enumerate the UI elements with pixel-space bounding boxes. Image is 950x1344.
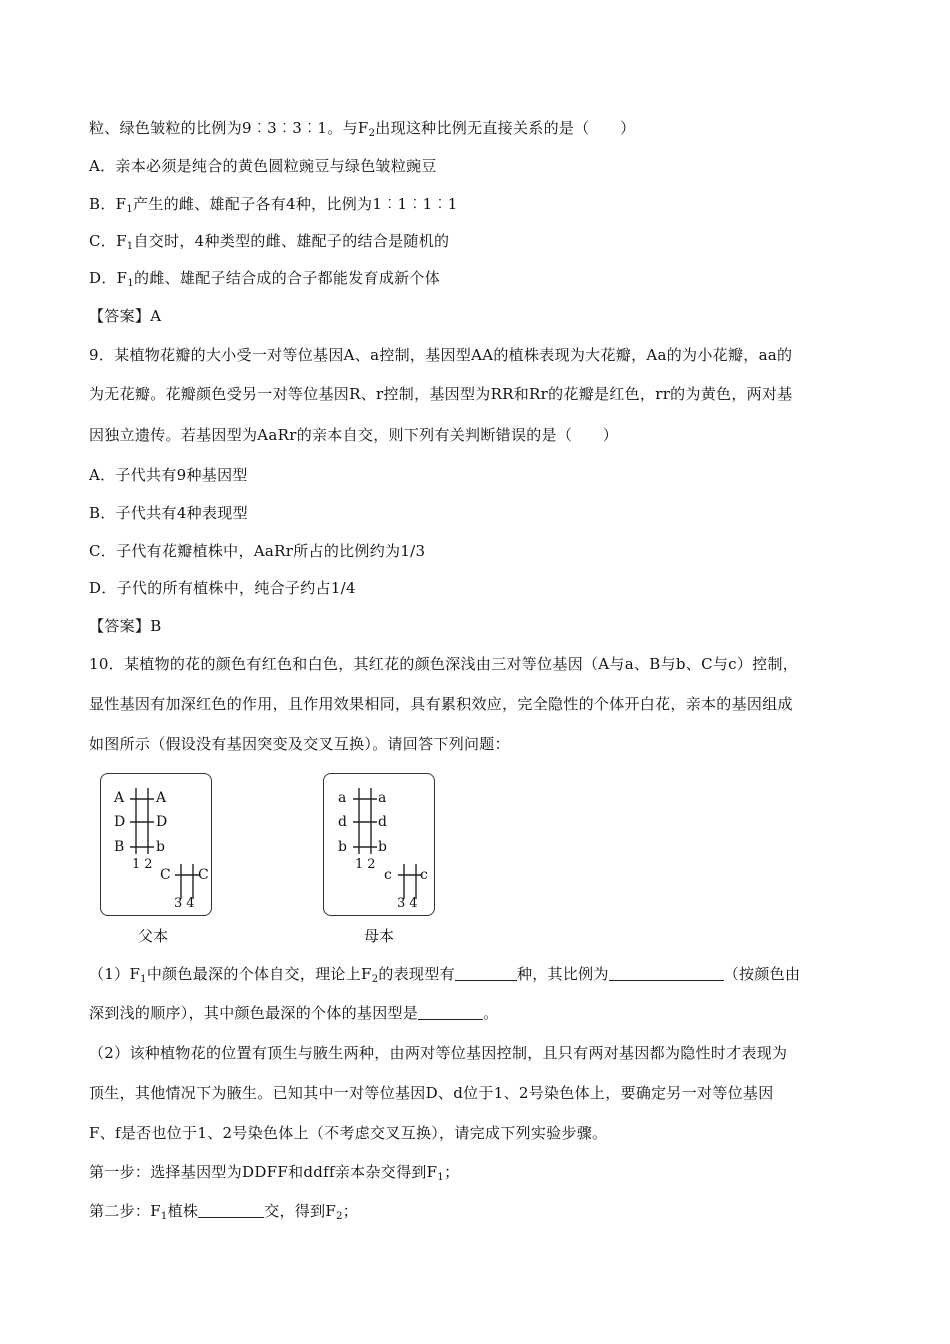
q9-stem-line1: 9．某植物花瓣的大小受一对等位基因A、a控制，基因型AA的植株表现为大花瓣，Aa的为小花瓣，aa的	[89, 346, 793, 364]
q8-intro: 粒、绿色皱粒的比例为9︰3︰3︰1。与$F_2$出现这种比例无直接关系的是（ ）	[89, 119, 636, 139]
mother-gene-2-mid: d	[378, 814, 387, 830]
q9-stem-line3: 因独立遗传。若基因型为AaRr的亲本自交，则下列有关判断错误的是（ ）	[89, 426, 619, 444]
mother-gene-4: c	[420, 867, 428, 883]
mother-chromosome-numbers-12: 12	[355, 857, 380, 872]
q8-answer: 【答案】A	[89, 307, 162, 325]
father-gene-3: C	[160, 867, 171, 883]
mother-gene-2-top: a	[378, 790, 387, 806]
mother-chromosome-numbers-34: 34	[397, 896, 422, 911]
q10-stem-line3: 如图所示（假设没有基因突变及交叉互换）。请回答下列问题：	[89, 735, 510, 753]
q10-step2: 第二步：$F_1$植株 交，得到$F_2$；	[89, 1202, 359, 1222]
blank-phenotype-count[interactable]	[455, 966, 517, 981]
q8-option-a: A．亲本必须是纯合的黄色圆粒豌豆与绿色皱粒豌豆	[89, 157, 437, 175]
mother-gene-3: c	[384, 867, 392, 883]
father-chromosome-numbers-12: 12	[132, 857, 157, 872]
mother-gene-2-bot: b	[378, 839, 387, 855]
father-gene-2-top: A	[156, 790, 167, 806]
q10-part2-line3: F、f是否也位于1、2号染色体上（不考虑交叉互换），请完成下列实验步骤。	[89, 1124, 608, 1142]
q9-option-c: C．子代有花瓣植株中，AaRr所占的比例约为1/3	[89, 542, 426, 560]
mother-label: 母本	[364, 927, 395, 945]
q10-part2-line1: （2）该种植物花的位置有顶生与腋生两种，由两对等位基因控制，且只有两对基因都为隐性时才表现为	[89, 1044, 788, 1062]
father-gene-2-mid: D	[156, 814, 168, 830]
blank-phenotype-ratio[interactable]	[609, 966, 724, 981]
father-gene-4: C	[198, 867, 209, 883]
q10-step1: 第一步：选择基因型为DDFF和ddff亲本杂交得到$F_1$；	[89, 1163, 460, 1183]
father-gene-1-mid: D	[114, 814, 126, 830]
q10-stem-line2: 显性基因有加深红色的作用，且作用效果相同，具有累积效应，完全隐性的个体开白花，亲本的基因组成	[89, 695, 793, 713]
q10-part2-line2: 顶生，其他情况下为腋生。已知其中一对等位基因D、d位于1、2号染色体上，要确定另一对等位基因	[89, 1084, 774, 1102]
q8-option-d: D．$F_1$的雌、雄配子结合成的合子都能发育成新个体	[89, 269, 441, 289]
father-chromosome-diagram	[100, 773, 212, 916]
blank-deepest-genotype[interactable]	[418, 1005, 483, 1020]
q9-option-a: A．子代共有9种基因型	[89, 466, 248, 484]
blank-cross-type[interactable]	[198, 1203, 264, 1218]
mother-gene-1-top: a	[338, 790, 347, 806]
mother-gene-1-bot: b	[338, 839, 347, 855]
q10-part1-line2: 深到浅的顺序），其中颜色最深的个体的基因型是 。	[89, 1004, 499, 1022]
q9-answer: 【答案】B	[89, 617, 162, 635]
father-gene-1-bot: B	[114, 839, 125, 855]
mother-chromosome-diagram	[323, 773, 435, 916]
father-gene-1-top: A	[114, 790, 125, 806]
father-gene-2-bot: b	[156, 839, 165, 855]
mother-gene-1-mid: d	[338, 814, 347, 830]
q9-option-d: D．子代的所有植株中，纯合子约占1/4	[89, 579, 356, 597]
q8-option-c: C．$F_1$自交时，4种类型的雌、雄配子的结合是随机的	[89, 232, 450, 252]
q10-stem-line1: 10．某植物的花的颜色有红色和白色，其红花的颜色深浅由三对等位基因（A与a、B与b、C与c）控制，	[89, 655, 799, 673]
q8-option-b: B．$F_1$产生的雌、雄配子各有4种，比例为1︰1︰1︰1	[89, 195, 458, 215]
father-chromosome-numbers-34: 34	[174, 896, 199, 911]
q9-option-b: B．子代共有4种表现型	[89, 504, 248, 522]
q10-part1-line1: $(1)F_1$中颜色最深的个体自交，理论上$F_2$的表现型有 种，其比例为 （按颜色由	[89, 965, 801, 985]
q9-stem-line2: 为无花瓣。花瓣颜色受另一对等位基因R、r控制，基因型为RR和Rr的花瓣是红色，rr的为黄色，两对基	[89, 385, 793, 403]
father-label: 父本	[138, 927, 169, 945]
